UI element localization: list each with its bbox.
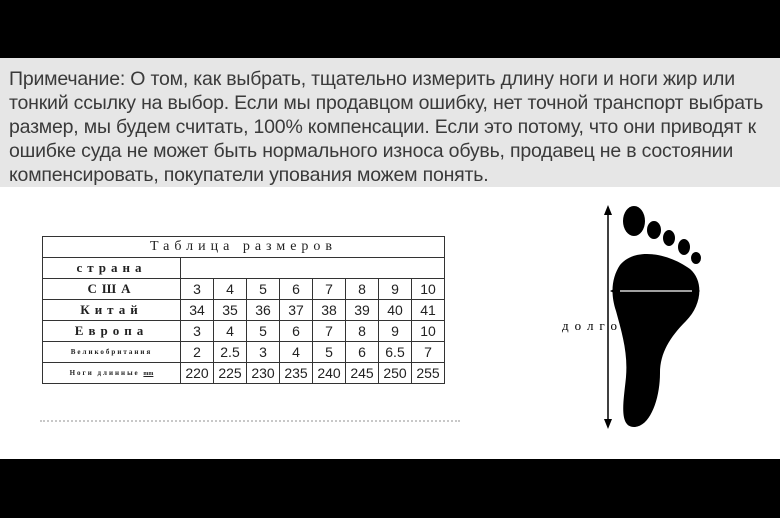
table-cell: 245 bbox=[346, 363, 379, 384]
unit-label: mm bbox=[143, 371, 154, 377]
table-cell: 35 bbox=[214, 300, 247, 321]
size-table bbox=[42, 236, 445, 384]
table-cell: 3 bbox=[181, 279, 214, 300]
table-cell: 235 bbox=[280, 363, 313, 384]
row-label: США bbox=[43, 279, 181, 300]
table-cell: 37 bbox=[280, 300, 313, 321]
table-row bbox=[43, 321, 445, 342]
table-row bbox=[43, 300, 445, 321]
note-box bbox=[0, 58, 780, 187]
table-country-row bbox=[43, 258, 445, 279]
row-label: Великобритания bbox=[43, 342, 181, 363]
table-cell: 36 bbox=[247, 300, 280, 321]
table-cell: 220 bbox=[181, 363, 214, 384]
table-cell: 7 bbox=[313, 279, 346, 300]
length-label: долго bbox=[562, 318, 623, 333]
table-cell: 6 bbox=[280, 279, 313, 300]
table-cell: 225 bbox=[214, 363, 247, 384]
table-cell: 7 bbox=[412, 342, 445, 363]
table-cell: 255 bbox=[412, 363, 445, 384]
table-row bbox=[43, 363, 445, 384]
row-label-with-unit bbox=[43, 363, 181, 384]
table-cell: 3 bbox=[247, 342, 280, 363]
row-label: Европа bbox=[43, 321, 181, 342]
row-label: Китай bbox=[43, 300, 181, 321]
table-cell: 250 bbox=[379, 363, 412, 384]
note-text: Примечание: О том, как выбрать, тщательно измерить длину ноги и ноги жир или тонкий ссылку на выбор. Если мы продавцом ошибку, нет точной транспорт выбрать размер, мы будем считать, 100% компенсации. Если это потому, что они приводят к ошибке суда не может быть нормального износа обувь, продавец не в состоянии компенсировать, покупатели упования можем понять. bbox=[9, 68, 764, 186]
row-label: Ноги длинные bbox=[69, 369, 140, 377]
table-cell: 4 bbox=[214, 321, 247, 342]
table-cell: 34 bbox=[181, 300, 214, 321]
faint-caption-line bbox=[40, 420, 460, 428]
table-cell: 3 bbox=[181, 321, 214, 342]
table-cell: 4 bbox=[280, 342, 313, 363]
table-cell: 5 bbox=[313, 342, 346, 363]
table-cell: 240 bbox=[313, 363, 346, 384]
country-label: страна bbox=[43, 258, 181, 279]
table-cell: 4 bbox=[214, 279, 247, 300]
bottom-black-bar bbox=[0, 459, 780, 518]
table-cell: 8 bbox=[346, 279, 379, 300]
table-cell: 10 bbox=[412, 321, 445, 342]
table-cell: 5 bbox=[247, 321, 280, 342]
table-cell: 40 bbox=[379, 300, 412, 321]
table-cell: 5 bbox=[247, 279, 280, 300]
table-cell: 6.5 bbox=[379, 342, 412, 363]
table-cell: 9 bbox=[379, 279, 412, 300]
table-cell: 38 bbox=[313, 300, 346, 321]
table-cell: 2 bbox=[181, 342, 214, 363]
table-title: Таблица размеров bbox=[43, 237, 445, 258]
table-cell: 6 bbox=[280, 321, 313, 342]
table-row bbox=[43, 279, 445, 300]
table-cell: 39 bbox=[346, 300, 379, 321]
table-cell: 8 bbox=[346, 321, 379, 342]
table-title-row bbox=[43, 237, 445, 258]
table-cell: 7 bbox=[313, 321, 346, 342]
table-cell: 10 bbox=[412, 279, 445, 300]
top-black-bar bbox=[0, 0, 780, 58]
table-cell: 230 bbox=[247, 363, 280, 384]
table-cell: 9 bbox=[379, 321, 412, 342]
table-row bbox=[43, 342, 445, 363]
table-cell: 41 bbox=[412, 300, 445, 321]
country-blank-cell bbox=[181, 258, 445, 279]
table-cell: 6 bbox=[346, 342, 379, 363]
table-cell: 2.5 bbox=[214, 342, 247, 363]
content-area bbox=[0, 58, 780, 459]
